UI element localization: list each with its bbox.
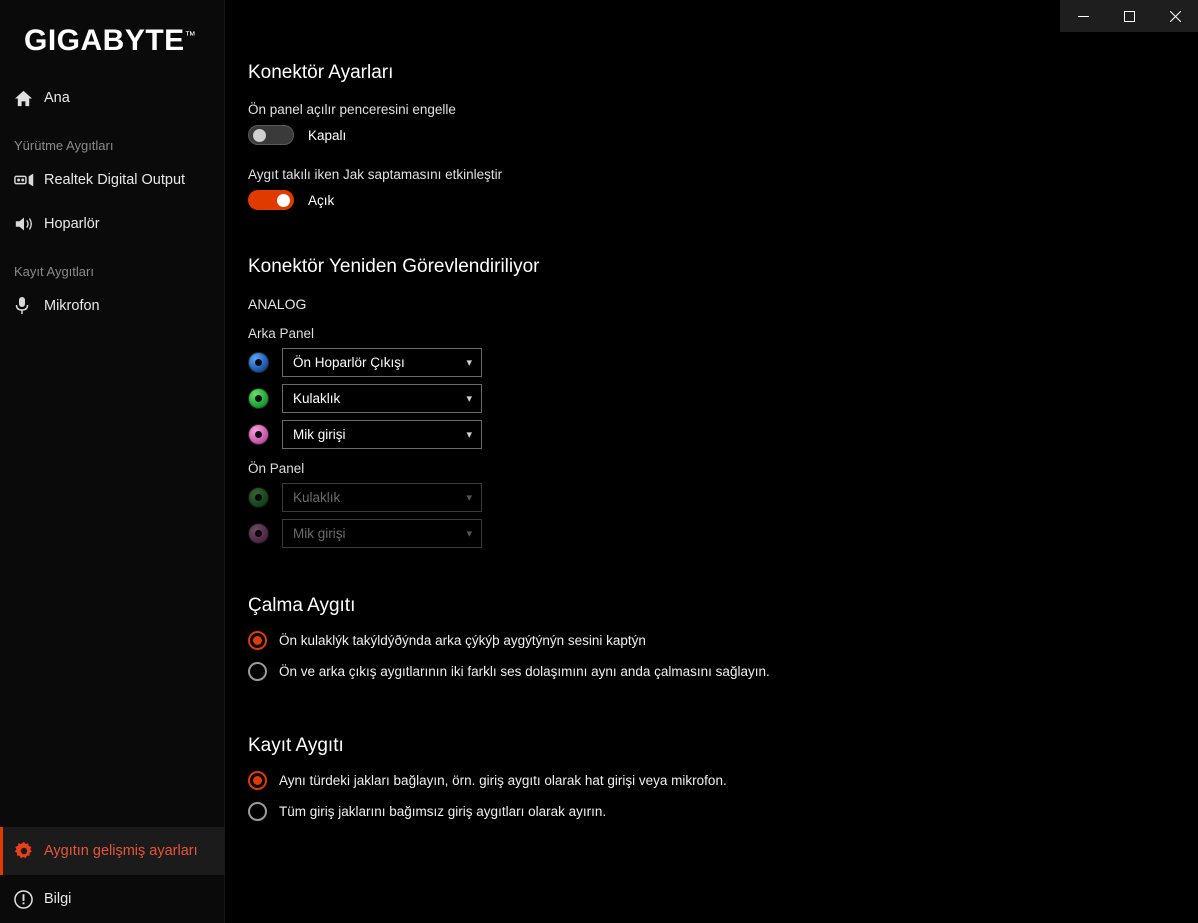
jack-port-green-icon [248, 487, 269, 508]
microphone-icon [14, 296, 44, 316]
sidebar-item-label-advanced: Aygıtın gelişmiş ayarları [44, 843, 198, 859]
rear-jack-select-3-value: Mik girişi [293, 427, 346, 442]
front-panel-popup-state: Kapalı [308, 127, 347, 143]
sidebar-item-home[interactable] [0, 76, 225, 120]
sidebar-group-recording: Kayıt Aygıtları [14, 263, 94, 279]
analog-label: ANALOG [248, 296, 307, 312]
radio-button[interactable] [248, 802, 267, 821]
recording-option-2-label: Tüm giriş jaklarını bağımsız giriş aygıtları olarak ayırın. [279, 804, 607, 819]
info-icon [14, 890, 44, 909]
playback-option-2-label: Ön ve arka çıkış aygıtlarının iki farklı ses dolaşımını aynı anda çalmasını sağlayın. [279, 664, 770, 679]
recording-option-1[interactable] [248, 771, 1198, 790]
brand-tm: ™ [184, 30, 197, 42]
home-icon [14, 89, 44, 108]
chevron-down-icon: ▾ [466, 528, 472, 540]
recording-option-2[interactable] [248, 802, 1198, 821]
front-jack-select-2 [282, 519, 482, 548]
rear-jack-select-2-value: Kulaklık [293, 391, 341, 406]
radio-button[interactable] [248, 631, 267, 650]
gear-icon [14, 841, 44, 861]
rear-jack-select-1-value: Ön Hoparlör Çıkışı [293, 355, 405, 370]
jack-port-blue-icon[interactable] [248, 352, 269, 373]
sidebar-item-label-realtek: Realtek Digital Output [44, 172, 186, 188]
playback-option-1[interactable] [248, 631, 1198, 650]
front-panel-label: Ön Panel [248, 461, 305, 476]
rear-jack-row-2 [248, 384, 1198, 413]
speaker-icon [14, 215, 44, 233]
playback-option-1-label: Ön kulaklýk takýldýðýnda arka çýkýþ aygýtýnýn sesini kaptýn [279, 633, 646, 648]
rear-jack-row-1 [248, 348, 1198, 377]
front-jack-select-1-value: Kulaklık [293, 490, 341, 505]
sidebar-nav [0, 76, 225, 328]
front-panel-popup-row [248, 125, 1198, 145]
front-panel-popup-label: Ön panel açılır penceresini engelle [248, 102, 456, 117]
connector-settings-title: Konektör Ayarları [248, 62, 394, 83]
retasking-title: Konektör Yeniden Görevlendiriliyor [248, 256, 540, 277]
sidebar-item-realtek-digital-output[interactable] [0, 158, 225, 202]
chevron-down-icon: ▾ [466, 492, 472, 504]
sidebar-group-playback: Yürütme Aygıtları [14, 137, 114, 153]
playback-device-title: Çalma Aygıtı [248, 595, 356, 616]
sidebar-item-microphone[interactable] [0, 284, 225, 328]
brand-name: GIGABYTE [24, 24, 185, 57]
rear-panel-label: Arka Panel [248, 326, 315, 341]
front-jack-select-1 [282, 483, 482, 512]
digital-output-icon [14, 172, 44, 188]
sidebar-item-label-speaker: Hoparlör [44, 216, 100, 232]
jack-detection-label: Aygıt takılı iken Jak saptamasını etkinleştir [248, 167, 503, 182]
sidebar-item-label-home: Ana [44, 90, 70, 106]
sidebar-item-info[interactable] [0, 875, 225, 923]
sidebar-item-speaker[interactable] [0, 202, 225, 246]
radio-button[interactable] [248, 662, 267, 681]
front-panel-popup-toggle[interactable] [248, 125, 294, 145]
sidebar [0, 0, 225, 923]
toggle-knob [277, 194, 290, 207]
jack-port-green-icon[interactable] [248, 388, 269, 409]
playback-option-2[interactable] [248, 662, 1198, 681]
rear-jack-select-2[interactable] [282, 384, 482, 413]
radio-button[interactable] [248, 771, 267, 790]
recording-option-1-label: Aynı türdeki jakları bağlayın, örn. giriş aygıtı olarak hat girişi veya mikrofon. [279, 773, 727, 788]
brand-logo [24, 24, 196, 58]
sidebar-item-label-microphone: Mikrofon [44, 298, 100, 314]
jack-port-pink-icon [248, 523, 269, 544]
chevron-down-icon: ▾ [466, 357, 472, 369]
jack-detection-row [248, 190, 1198, 210]
sidebar-item-label-info: Bilgi [44, 891, 72, 907]
front-jack-row-1 [248, 483, 1198, 512]
front-jack-select-2-value: Mik girişi [293, 526, 346, 541]
recording-device-title: Kayıt Aygıtı [248, 735, 344, 756]
chevron-down-icon: ▾ [466, 393, 472, 405]
sidebar-item-advanced-settings[interactable] [0, 827, 225, 875]
rear-jack-select-1[interactable] [282, 348, 482, 377]
jack-detection-toggle[interactable] [248, 190, 294, 210]
main-content [225, 0, 1198, 923]
jack-port-pink-icon[interactable] [248, 424, 269, 445]
rear-jack-row-3 [248, 420, 1198, 449]
rear-jack-select-3[interactable] [282, 420, 482, 449]
toggle-knob [253, 129, 266, 142]
sidebar-bottom-nav [0, 827, 225, 923]
chevron-down-icon: ▾ [466, 429, 472, 441]
front-jack-row-2 [248, 519, 1198, 548]
jack-detection-state: Açık [308, 192, 335, 208]
